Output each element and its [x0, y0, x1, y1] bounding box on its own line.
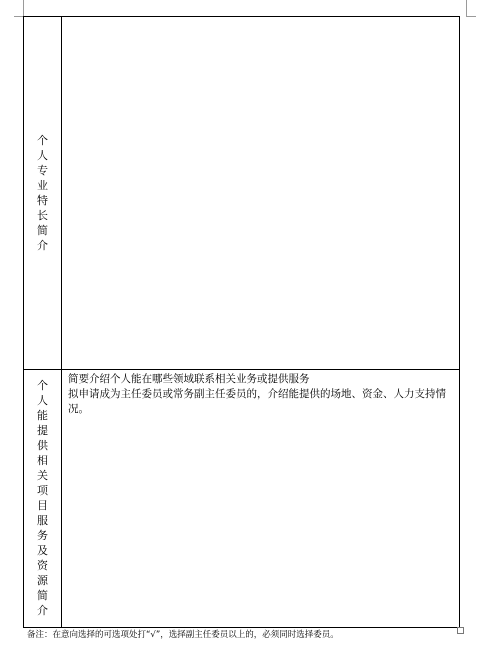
- remark-note: 备注：在意向选择的可选项处打“√”，选择副主任委员以上的，必须同时选择委员。: [27, 630, 339, 640]
- services-label: 个人能提供相关项目服务及资源简介: [37, 379, 48, 618]
- specialty-content-cell[interactable]: [62, 17, 460, 370]
- table-row-services: [24, 369, 460, 627]
- services-label-cell: [24, 369, 62, 627]
- application-form-table: [23, 16, 460, 628]
- crop-mark-top-right: [466, 0, 467, 16]
- specialty-label-cell: [24, 17, 62, 370]
- services-hint-line-2: 拟申请成为主任委员或常务副主任委员的，介绍能提供的场地、资金、人力支持情况。: [68, 387, 446, 415]
- specialty-label: 个人专业特长简介: [37, 133, 48, 252]
- crop-mark-top-right: [466, 16, 476, 17]
- table-row-specialty: [24, 17, 460, 370]
- services-hint-line-1: 简要介绍个人能在哪些领域联系相关业务或提供服务: [68, 372, 310, 385]
- crop-mark-top-left: [23, 0, 24, 16]
- services-content-cell[interactable]: [62, 369, 460, 627]
